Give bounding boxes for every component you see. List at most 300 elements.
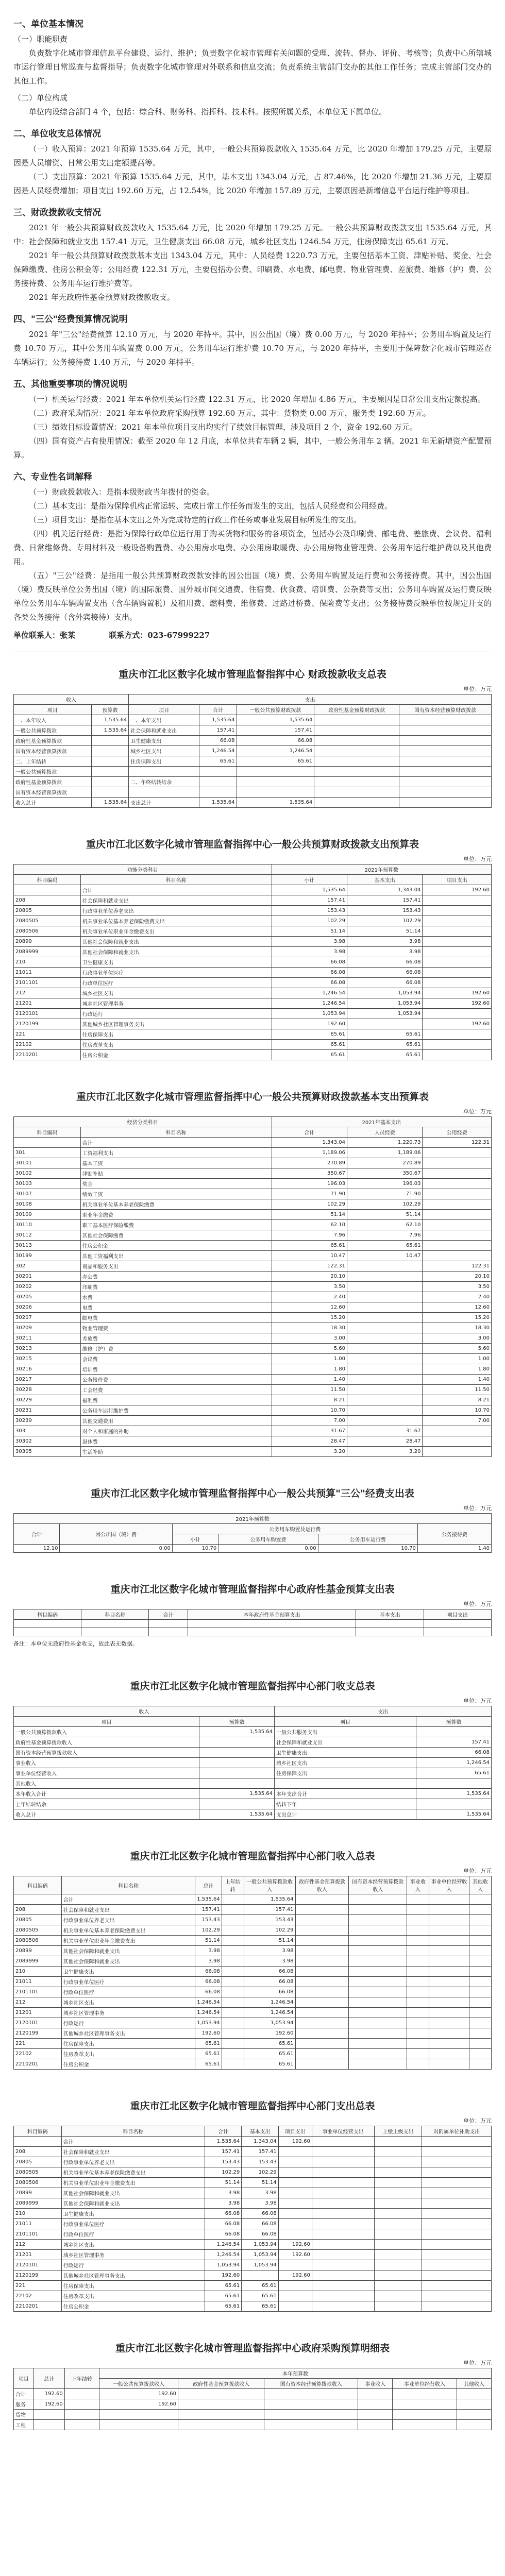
table-cell: 住房保障支出 [61,2039,195,2049]
table-cell: 11.50 [272,1385,347,1395]
table-cell: 3.00 [272,1333,347,1344]
table-cell [457,2420,491,2430]
table-cell [64,2399,99,2410]
table-row [14,1727,492,1737]
table-cell: 20899 [14,937,81,947]
table-cell: 30101 [14,1158,81,1168]
table-cell [314,787,399,798]
column-group-header: 支出 [129,694,492,705]
table-row [14,1302,492,1313]
contact-person: 单位联系人：张某 [13,631,76,640]
table-cell: 30217 [14,1375,81,1385]
table-cell: 66.08 [272,957,347,968]
table-cell [278,2209,312,2219]
table-cell: 服务 [14,2399,34,2410]
table-cell [399,787,492,798]
table-cell: 1.00 [272,1354,347,1364]
table-cell: 303 [14,1426,81,1436]
table-cell [312,2281,374,2291]
column-header: 科目编码 [14,875,81,885]
table-cell: 1.40 [423,1375,492,1385]
table-cell: 7.00 [272,1416,347,1426]
table-cell: 工程 [14,2420,34,2430]
table-cell [64,2420,99,2430]
table-cell: 3.98 [242,2188,278,2198]
column-header: 科目名称 [80,1127,272,1138]
column-header: 公务用车运行费 [318,1534,417,1545]
table-cell: 301 [14,1148,81,1158]
table-cell: 行政事业单位养老支出 [80,906,272,916]
table-cell [278,2157,312,2167]
table-cell: 1,343.04 [272,1138,347,1148]
table-cell: 本年收入合计 [14,1789,199,1799]
table-row [14,1894,492,1905]
table-cell: 公务接待费 [80,1375,272,1385]
table-cell: 65.61 [272,1241,347,1251]
table-cell: 65.61 [242,2301,278,2312]
table-cell: 1.80 [272,1364,347,1375]
table-cell: 20.10 [423,1272,492,1282]
table-cell [356,1628,424,1636]
table-cell: 10.70 [318,1545,417,1553]
table-cell: 住房保障支出 [61,2281,205,2291]
column-header: 政府性基金预算财政拨款 [314,705,399,715]
table-cell: 10.47 [272,1251,347,1261]
table-row [14,1364,492,1375]
table-row [14,1230,492,1241]
column-header: 预算数 [416,1717,491,1727]
table-cell: 住房保障支出 [129,756,199,767]
table-cell [222,2028,244,2039]
table-cell: 157.41 [195,1905,222,1915]
table-cell: 65.61 [205,2281,241,2291]
table-cell: 31.67 [347,1426,423,1436]
table-cell: 其他社会保障缴费 [80,1230,272,1241]
table-cell [399,798,492,808]
table-cell [312,2229,374,2240]
table-cell: 65.61 [195,2059,222,2070]
table-cell [469,2018,491,2028]
table-cell [469,1936,491,1946]
table-cell: 51.14 [347,1210,423,1220]
column-header: 因公出国（境）费 [60,1524,172,1545]
table-cell: 66.08 [237,736,314,746]
table-cell [222,1946,244,1956]
table-cell [429,2008,469,2018]
table-cell: 3.98 [347,937,423,947]
table-cell: 66.08 [205,2219,241,2229]
table-cell: 20805 [14,1915,62,1925]
table-cell [457,2410,491,2420]
table-cell: 2.40 [272,1292,347,1302]
table-cell: 行政事业单位医疗 [61,2219,205,2229]
table-cell: 2.40 [423,1292,492,1302]
table-cell [407,1967,429,1977]
table-cell: 2210201 [14,1050,81,1060]
table-cell: 1,535.64 [199,1727,274,1737]
table-title: 重庆市江北区数字化城市管理监督指挥中心 财政拨款收支总表 [119,669,386,680]
table-cell: 其他交通费用 [80,1416,272,1426]
table-cell: 3.98 [205,2188,241,2198]
table-cell: 1,053.94 [242,2250,278,2260]
column-header: 项目支出 [278,2126,312,2137]
table-cell: 2120199 [14,1019,81,1029]
table-cell: 收入总计 [14,1809,199,1820]
table-cell: 差旅费 [80,1333,272,1344]
table-cell: 行政运行 [80,1009,272,1019]
table-cell: 2080505 [14,916,81,926]
table-cell: 1,053.94 [347,998,423,1009]
section-heading: 一、单位基本情况 [13,19,83,29]
table-cell: 5.60 [423,1344,492,1354]
table-cell: 合计 [80,885,272,895]
table-cell [349,1987,407,1997]
table-cell [347,1385,423,1395]
table-cell [349,1894,407,1905]
table-cell: 3.20 [347,1447,423,1457]
table-cell [374,2270,422,2281]
table-cell: 192.60 [278,2240,312,2250]
table-cell: 192.60 [99,2389,178,2399]
table-cell [407,2059,429,2070]
table-cell: 卫生健康支出 [129,736,199,746]
table-row [14,2059,492,2070]
table-cell [347,1354,423,1364]
table-cell: 62.10 [272,1220,347,1230]
unit-label: 单位：万元 [463,1698,492,1704]
table-cell [469,2049,491,2059]
table-cell [422,2188,492,2198]
table-row [14,1009,492,1019]
table-cell: 65.61 [347,1241,423,1251]
table-cell [199,1799,274,1809]
table-cell: 城乡社区支出 [129,746,199,756]
table-cell [349,2049,407,2059]
table-cell [349,2059,407,2070]
table-cell [278,2260,312,2270]
table-cell: 政府性基金预算拨款收入 [14,1737,199,1748]
table-cell: 157.41 [272,895,347,906]
table-row [14,1925,492,1936]
column-header: 事业收入 [407,1876,429,1894]
table-cell: 22102 [14,2291,62,2301]
table-cell: 21201 [14,2008,62,2018]
table-row [14,2157,492,2167]
table-cell: 30112 [14,1230,81,1241]
table-cell [347,1282,423,1292]
column-header: 科目名称 [61,1876,195,1894]
unit-label: 单位：万元 [463,1505,492,1512]
contact-line [13,630,492,640]
table-row [14,978,492,988]
column-header: 上年结转 [64,2368,99,2389]
table-cell [423,895,492,906]
table-cell [407,1987,429,1997]
column-header: 对附属单位补助支出 [422,2126,492,2137]
column-group-header: 支出 [275,1706,492,1717]
column-header: 科目名称 [81,1609,149,1620]
table-row [14,1416,492,1426]
table-cell: 192.60 [205,2270,241,2281]
table-cell: 157.41 [242,2147,278,2157]
table-cell [14,1894,62,1905]
table-cell [407,1894,429,1905]
table-cell: 350.67 [272,1168,347,1179]
table-cell: 城乡社区支出 [80,988,272,998]
table-cell [349,1925,407,1936]
table-row [14,1946,492,1956]
table-cell: 2080506 [14,926,81,937]
table-cell: 住房保障支出 [275,1768,416,1778]
table-cell: 1,189.06 [272,1148,347,1158]
table-cell: 3.50 [272,1282,347,1292]
general-budget-expenditure-table [13,864,492,1060]
table-row [14,2008,492,2018]
table-row [14,1050,492,1060]
contact-phone: 联系方式：023-67999227 [109,631,210,640]
column-header: 基本支出 [242,2126,278,2137]
table-cell: 1,246.54 [195,2008,222,2018]
table-cell [199,1758,274,1768]
table-cell [422,2281,492,2291]
table-cell [374,2260,422,2270]
table-cell: 153.43 [242,2157,278,2167]
table-cell [469,1967,491,1977]
table-row [14,1748,492,1758]
table-cell: 3.50 [423,1282,492,1292]
table-cell [222,1977,244,1987]
table-cell: 192.60 [423,885,492,895]
column-header: 上年结转 [222,1876,244,1894]
table-cell: 社会保障和就业支出 [80,895,272,906]
table-cell [264,2410,358,2420]
table-row [14,1282,492,1292]
table-cell [278,2229,312,2240]
column-header: 合计 [149,1609,188,1620]
table-cell [399,736,492,746]
table-cell: 住房保障支出 [80,1029,272,1040]
table-cell: 65.61 [272,1050,347,1060]
table-cell: 1,053.94 [195,2018,222,2028]
table-cell [399,715,492,725]
table-cell [429,1894,469,1905]
table-cell [407,2028,429,2039]
table-cell: 1,053.94 [205,2260,241,2270]
table-cell: 20899 [14,2188,62,2198]
table-cell [264,2399,358,2410]
table-cell [295,1905,349,1915]
table-cell [469,1905,491,1915]
table-cell: 国有资本经营预算拨款 [14,787,92,798]
table-cell: 2089999 [14,1956,62,1967]
table-cell [399,746,492,756]
table-cell: 2101101 [14,2229,62,2240]
table-cell [423,1009,492,1019]
table-cell: 71.90 [272,1189,347,1199]
table-cell: 住房改革支出 [80,1040,272,1050]
table-cell [349,1936,407,1946]
table-row [14,1158,492,1168]
table-row [14,937,492,947]
table-cell [178,2389,264,2399]
column-group-header: 2021年预算数 [272,865,491,875]
table-row [14,1040,492,1050]
table-cell: 政府性基金预算拨款 [14,736,92,746]
table-cell: 66.08 [272,978,347,988]
table-cell [295,1946,349,1956]
table-cell: 2080506 [14,2178,62,2188]
table-row [14,2250,492,2260]
table-note: 备注：本单位无政府性基金收支，故此表无数据。 [13,1640,138,1647]
table-cell: 62.10 [347,1220,423,1230]
table-cell: 1,535.64 [91,725,129,736]
table-cell: 住房公积金 [80,1241,272,1251]
table-cell: 30202 [14,1282,81,1292]
table-cell: 30216 [14,1364,81,1375]
table-cell [347,1272,423,1282]
table-cell: 66.08 [272,968,347,978]
table-cell: 0.00 [218,1545,318,1553]
column-header: 科目编码 [14,2126,62,2137]
table-cell: 192.60 [244,2028,295,2039]
table-cell: 2089999 [14,2198,62,2209]
column-group-header: 收入 [14,1706,275,1717]
table-row [14,1997,492,2008]
table-cell: 1,246.54 [205,2250,241,2260]
table-row [14,1405,492,1416]
table-cell: 基本工资 [80,1158,272,1168]
table-cell: 65.61 [244,2059,295,2070]
table-cell: 1,246.54 [205,2240,241,2250]
table-cell: 28.47 [272,1436,347,1447]
table-cell: 302 [14,1261,81,1272]
table-cell [423,1168,492,1179]
table-cell [429,1987,469,1997]
table-cell [295,2049,349,2059]
table-cell: 培训费 [80,1364,272,1375]
table-cell: 30239 [14,1416,81,1426]
table-cell [199,787,237,798]
table-cell: 31.67 [272,1426,347,1436]
table-cell [374,2229,422,2240]
table-cell: 66.08 [244,1977,295,1987]
column-header: 一般公共预算拨款收入 [244,1876,295,1894]
table-title: 重庆市江北区数字化城市管理监督指挥中心政府性基金预算支出表 [110,1584,395,1595]
table-cell [278,2198,312,2209]
table-cell: 192.60 [423,1019,492,1029]
table-cell: 1,535.64 [244,1894,295,1905]
table-row [14,2281,492,2291]
table-cell [422,2240,492,2250]
table-cell: 2101101 [14,978,81,988]
table-cell: 270.89 [347,1158,423,1168]
table-cell: 153.43 [244,1915,295,1925]
government-procurement-table [13,2368,492,2430]
table-cell [374,2281,422,2291]
table-cell: 1,535.64 [272,885,347,895]
table-cell [278,2188,312,2198]
table-cell [237,777,314,787]
table-cell: 65.61 [205,2301,241,2312]
paragraph: （三）项目支出：是指在基本支出之外为完成特定的行政工作任务或事业发展目标所发生的支出。 [29,515,362,524]
table-cell: 65.61 [347,1040,423,1050]
table-cell: 192.60 [33,2389,64,2399]
table-cell [416,1799,491,1809]
table-cell: 国有资本经营预算拨款 [14,746,92,756]
column-header: 预算数 [199,1717,274,1727]
column-group-header: 经济分类科目 [14,1117,272,1127]
table-row [14,1545,492,1553]
table-cell: 196.03 [347,1179,423,1189]
column-header: 政府性基金预算拨款收入 [295,1876,349,1894]
table-cell: 208 [14,2147,62,2157]
table-cell [347,1019,423,1029]
table-cell [33,2410,64,2420]
table-cell: 2080505 [14,2167,62,2178]
table-cell [278,2291,312,2301]
table-cell: 65.61 [272,1029,347,1040]
table-cell [423,1447,492,1457]
table-cell: 3.98 [205,2198,241,2209]
table-cell [347,1405,423,1416]
table-cell: 3.98 [242,2198,278,2209]
table-row [14,2240,492,2250]
table-row [14,1272,492,1282]
table-cell [407,1915,429,1925]
column-header: 国有资本经营预算财政拨款 [399,705,492,715]
table-cell: 其他工资福利支出 [80,1251,272,1261]
table-cell [314,746,399,756]
table-cell [91,767,129,777]
table-cell [129,767,199,777]
table-row [14,1323,492,1333]
table-cell [199,1748,274,1758]
table-cell [393,2410,457,2420]
table-cell: 2120199 [14,2028,62,2039]
table-cell [347,1313,423,1323]
table-cell: 66.08 [347,978,423,988]
table-cell: 2120101 [14,2260,62,2270]
column-header: 国有资本经营预算拨款收入 [349,1876,407,1894]
table-cell: 印刷费 [80,1282,272,1292]
unit-label: 单位：万元 [463,856,492,862]
table-cell [222,1905,244,1915]
table-cell: 30205 [14,1292,81,1302]
table-row [14,1199,492,1210]
table-cell: 157.41 [416,1737,491,1748]
column-header: 科目名称 [61,2126,205,2137]
table-cell: 20805 [14,906,81,916]
column-group-header: 本年预算数 [99,2368,491,2379]
table-cell [312,2167,374,2178]
table-row [14,2018,492,2028]
table-cell [314,798,399,808]
table-cell: 1,535.64 [91,715,129,725]
table-cell: 7.96 [272,1230,347,1241]
table-cell [278,2147,312,2157]
table-cell [278,2281,312,2291]
table-cell: 1.40 [272,1375,347,1385]
table-cell: 合计 [14,2389,34,2399]
table-cell: 192.60 [278,2270,312,2281]
table-cell [423,1251,492,1261]
table-cell [429,2059,469,2070]
table-cell [349,1997,407,2008]
table-row [14,2270,492,2281]
table-cell: 行政单位医疗 [80,978,272,988]
table-cell [222,2018,244,2028]
table-cell: 城乡社区管理事务 [80,998,272,1009]
